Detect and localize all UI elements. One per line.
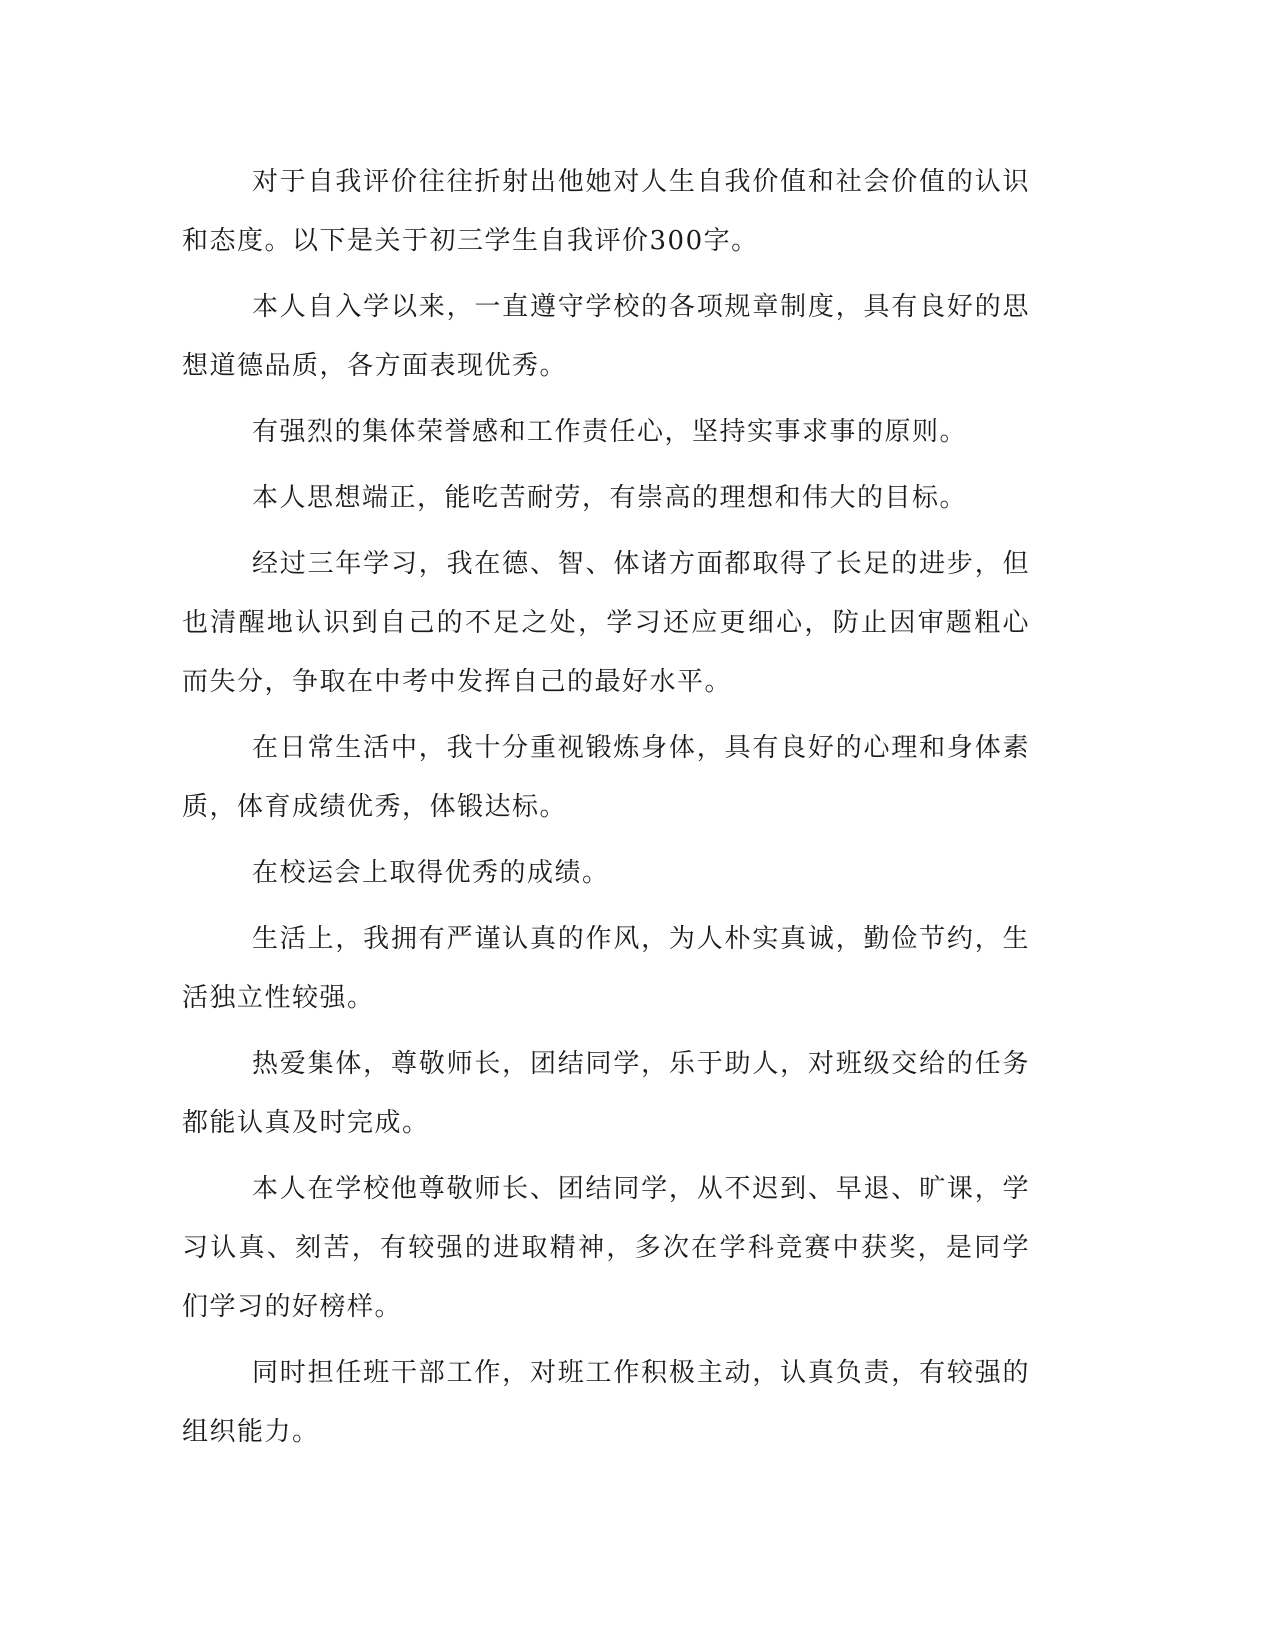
paragraph-love-collective: 热爱集体，尊敬师长，团结同学，乐于助人，对班级交给的任务都能认真及时完成。 (182, 1049, 1030, 1138)
paragraph-sports-meet: 在校运会上取得优秀的成绩。 (252, 858, 610, 888)
paragraph-intro: 对于自我评价往往折射出他她对人生自我价值和社会价值的认识和态度。以下是关于初三学生自我评价300字。 (182, 167, 1030, 256)
paragraph-role-model: 本人在学校他尊敬师长、团结同学，从不迟到、早退、旷课，学习认真、刻苦，有较强的进取精神，多次在学科竞赛中获奖，是同学们学习的好榜样。 (182, 1174, 1030, 1322)
paragraph-physical-exercise: 在日常生活中，我十分重视锻炼身体，具有良好的心理和身体素质，体育成绩优秀，体锻达标。 (182, 733, 1030, 822)
document-body (182, 153, 1030, 1469)
paragraph-three-years-study: 经过三年学习，我在德、智、体诸方面都取得了长足的进步，但也清醒地认识到自己的不足之处，学习还应更细心，防止因审题粗心而失分，争取在中考中发挥自己的最好水平。 (182, 549, 1030, 697)
paragraph-collective-honor: 有强烈的集体荣誉感和工作责任心，坚持实事求事的原则。 (252, 417, 968, 447)
paragraph-class-cadre: 同时担任班干部工作，对班工作积极主动，认真负责，有较强的组织能力。 (182, 1358, 1030, 1447)
paragraph-life-style: 生活上，我拥有严谨认真的作风，为人朴实真诚，勤俭节约，生活独立性较强。 (182, 924, 1030, 1013)
paragraph-school-rules: 本人自入学以来，一直遵守学校的各项规章制度，具有良好的思想道德品质，各方面表现优秀。 (182, 292, 1030, 381)
paragraph-ideals: 本人思想端正，能吃苦耐劳，有崇高的理想和伟大的目标。 (252, 483, 968, 513)
